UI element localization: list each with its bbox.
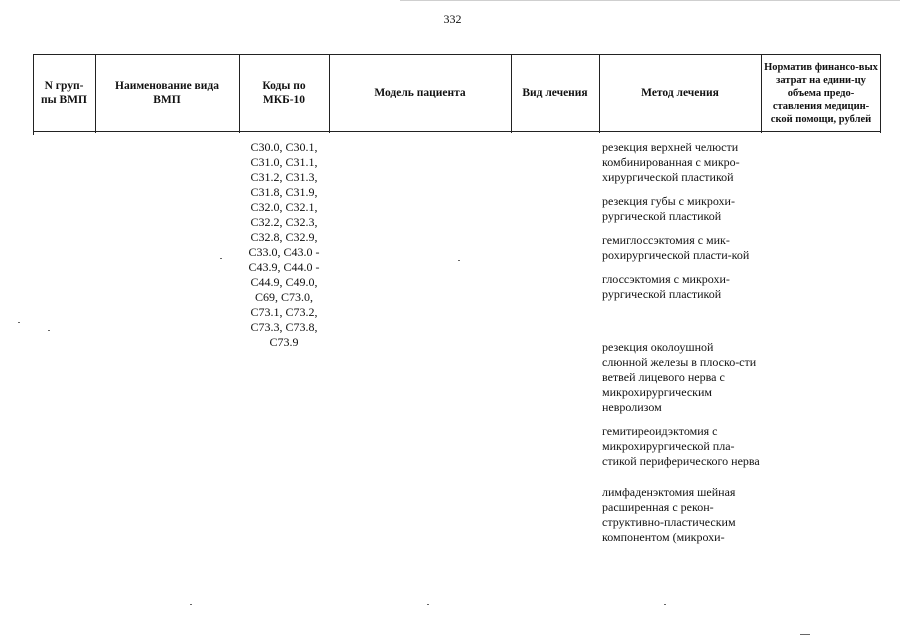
icd-codes-line: C31.8, C31.9, [250, 185, 318, 199]
border-right [880, 54, 881, 133]
header-group-no: N груп-пы ВМП [33, 54, 95, 132]
icd-codes-line: C32.0, C32.1, [250, 200, 318, 214]
method-item: лимфаденэктомия шейная расширенная с рекон-структивно-пластическим компонентом (микрохи- [602, 485, 736, 544]
header-icd-codes: Коды по МКБ-10 [239, 54, 329, 132]
scan-edge-line [400, 0, 900, 1]
scan-speck [190, 604, 192, 605]
treatment-methods-cell [602, 140, 760, 554]
icd-codes-line: C69, C73.0, [254, 290, 313, 304]
icd-codes-line: C33.0, C43.0 - [248, 245, 320, 259]
icd-codes-cell [239, 140, 329, 350]
header-vmp-name: Наименование вида ВМП [95, 54, 239, 132]
method-item: резекция околоушной слюнной железы в плоско-сти ветвей лицевого нерва с микрохирургическим невролизом [602, 340, 757, 414]
icd-codes-line: C73.9 [269, 335, 299, 349]
scan-speck [800, 634, 810, 635]
icd-codes-line: C30.0, C30.1, [250, 140, 318, 154]
body-border-left [33, 133, 34, 135]
header-patient-model: Модель пациента [329, 54, 511, 132]
scan-speck [664, 604, 666, 605]
method-item: гемиглоссэктомия с мик-рохирургической пласти-кой [602, 233, 750, 262]
icd-codes-line: C32.8, C32.9, [250, 230, 318, 244]
scan-speck [18, 322, 20, 323]
icd-codes-line: C43.9, C44.0 - [248, 260, 320, 274]
icd-codes-line: C32.2, C32.3, [250, 215, 318, 229]
method-item: резекция губы с микрохи-рургической пластикой [602, 194, 735, 223]
border-left [33, 54, 34, 133]
border-col5 [599, 54, 600, 133]
border-col3 [329, 54, 330, 133]
method-item: резекция верхней челюсти комбинированная с микро-хирургической пластикой [602, 140, 740, 184]
header-treatment-method: Метод лечения [599, 54, 761, 132]
scan-speck [458, 260, 460, 261]
border-col6 [761, 54, 762, 133]
border-col4 [511, 54, 512, 133]
scan-speck [48, 330, 50, 331]
icd-codes-line: C31.0, C31.1, [250, 155, 318, 169]
header-treatment-type: Вид лечения [511, 54, 599, 132]
icd-codes-line: C73.1, C73.2, [250, 305, 318, 319]
header-cost-norm: Норматив финансо-вых затрат на едини-цу объема предо-ставления медицин-ской помощи, рублей [761, 54, 881, 132]
icd-codes-line: C44.9, C49.0, [250, 275, 318, 289]
table-header [33, 54, 881, 132]
method-item: глоссэктомия с микрохи-рургической пластикой [602, 272, 730, 301]
icd-codes-line: C73.3, C73.8, [250, 320, 318, 334]
scan-speck [220, 258, 222, 259]
icd-codes-line: C31.2, C31.3, [250, 170, 318, 184]
border-col2 [239, 54, 240, 133]
scan-speck [427, 604, 429, 605]
border-col1 [95, 54, 96, 133]
page-number: 332 [443, 12, 462, 26]
method-item: гемитиреоидэктомия с микрохирургической пла-стикой периферического нерва [602, 424, 760, 468]
